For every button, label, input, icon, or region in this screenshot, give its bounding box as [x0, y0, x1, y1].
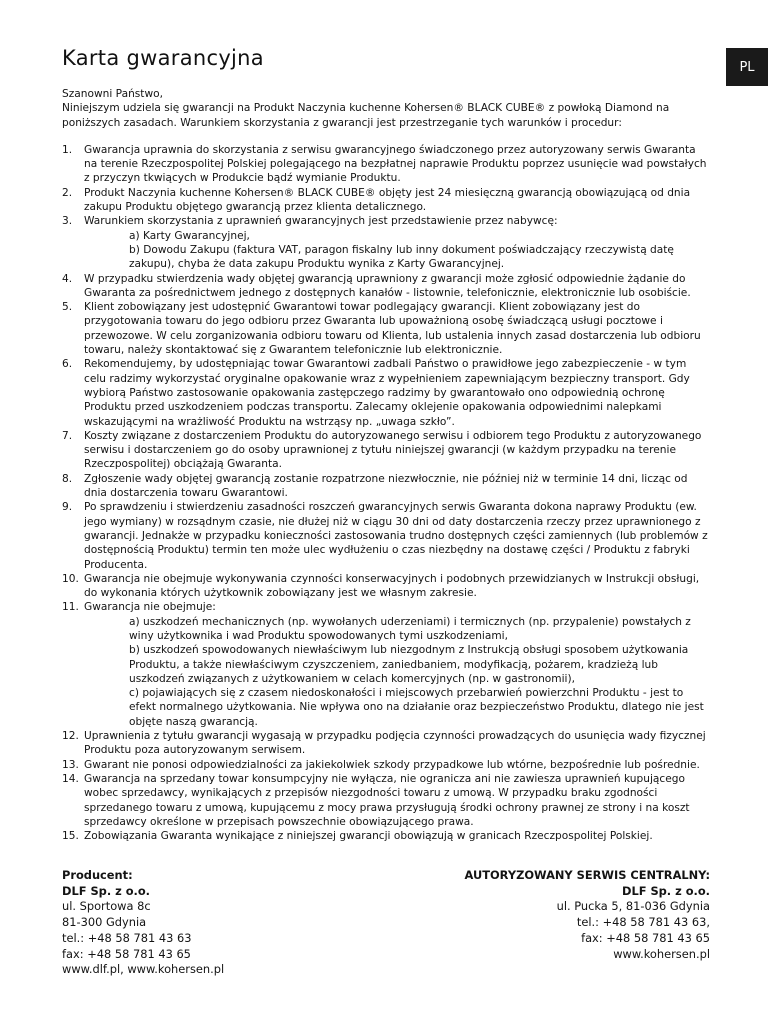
term-number: 9. — [62, 501, 73, 514]
service-tel: tel.: +48 58 781 43 63, — [576, 915, 710, 930]
term-item — [62, 600, 710, 729]
term-number: 4. — [62, 272, 73, 285]
term-number: 3. — [62, 215, 73, 228]
term-item — [62, 272, 710, 301]
term-item — [62, 143, 710, 186]
term-number: 11. — [62, 601, 79, 614]
term-number: 2. — [62, 186, 73, 199]
term-number: 13. — [62, 758, 79, 771]
service-heading: AUTORYZOWANY SERWIS CENTRALNY: — [464, 868, 710, 882]
term-item — [62, 572, 710, 601]
term-number: 5. — [62, 301, 73, 314]
term-text: Po sprawdzeniu i stwierdzeniu zasadności roszczeń gwarancyjnych serwis Gwaranta dokona naprawy Produktu (ew. jego wymiany) w rozsądnym czasie, nie dłużej niż w ciągu 30 dni od daty dostarczenia rzeczy przez uprawnionego z gwarancji. Jednakże w przypadku konieczności zastosowania trudno dostępnych części zamiennych (lub problemów z dostępnością Produktu) termin ten może ulec wydłużeniu o czas niezbędny na dostawę części / Produktu z fabryki Producenta. — [84, 501, 708, 571]
term-number: 8. — [62, 472, 73, 485]
term-text: Gwarancja nie obejmuje wykonywania czynności konserwacyjnych i podobnych przewidzianych w Instrukcji obsługi, do wykonania których użytkownik zobowiązany jest we własnym zakresie. — [84, 572, 700, 600]
service-block — [465, 868, 710, 962]
term-number: 7. — [62, 429, 73, 442]
producer-web: www.dlf.pl, www.kohersen.pl — [62, 962, 225, 977]
language-tab: PL — [726, 48, 768, 86]
producer-tel: tel.: +48 58 781 43 63 — [62, 930, 192, 945]
term-number: 12. — [62, 730, 79, 743]
intro-paragraph: Niniejszym udziela się gwarancji na Produkt Naczynia kuchenne Kohersen® BLACK CUBE® z powłoką Diamond na poniższych zasadach. Warunkiem skorzystania z gwarancji jest przestrzeganie tych warunków i procedur: — [62, 102, 670, 129]
term-text: Uprawnienia z tytułu gwarancji wygasają w przypadku podjęcia czynności prowadzących do usunięcia wady fizycznej Produktu poza autoryzowanym serwisem. — [84, 730, 706, 757]
service-fax: fax: +48 58 781 43 65 — [581, 930, 710, 945]
term-item — [62, 829, 710, 843]
term-item — [62, 186, 710, 215]
term-number: 14. — [62, 772, 79, 785]
term-item — [62, 357, 710, 428]
term-text: Gwarancja uprawnia do skorzystania z serwisu gwarancyjnego świadczonego przez autoryzowany serwis Gwaranta na terenie Rzeczpospolitej Polskiej polegającego na bezpłatnej naprawie Produktu poprzez usunięcie wad powstałych z przyczyn tkwiących w Produkcie bądź wymianie Produktu. — [84, 143, 707, 185]
term-item — [62, 429, 710, 472]
producer-block — [62, 868, 224, 978]
producer-company: DLF Sp. z o.o. — [62, 883, 151, 898]
term-number: 6. — [62, 358, 73, 371]
term-subitem: b) Dowodu Zakupu (faktura VAT, paragon fiskalny lub inny dokument poświadczający rzeczywistą datę zakupu), chyba że data zakupu Produktu wynika z Karty Gwarancyjnej. — [129, 243, 674, 271]
term-item — [62, 300, 710, 357]
warranty-text — [62, 87, 710, 843]
service-street: ul. Pucka 5, 81-036 Gdynia — [556, 899, 710, 914]
producer-city: 81-300 Gdynia — [62, 915, 147, 930]
term-subitem: a) uszkodzeń mechanicznych (np. wywołanych uderzeniami) i termicznych (np. przypalenie) powstałych z winy użytkownika i wad Produktu spowodowanych tymi uszkodzeniami, — [129, 615, 691, 642]
term-text: Produkt Naczynia kuchenne Kohersen® BLACK CUBE® objęty jest 24 miesięczną gwarancją obowiązującą od dnia zakupu Produktu objętego gwarancją przez klienta detalicznego. — [84, 186, 691, 214]
term-item — [62, 772, 710, 829]
term-text: Gwarant nie ponosi odpowiedzialności za jakiekolwiek szkody przypadkowe lub wtórne, bezpośrednie lub pośrednie. — [84, 758, 700, 771]
greeting: Szanowni Państwo, — [62, 88, 163, 100]
term-item — [62, 500, 710, 571]
term-text: Klient zobowiązany jest udostępnić Gwarantowi towar podlegający gwarancji. Klient zobowiązany jest do przygotowania towaru do jego odbioru przez Gwaranta lub upoważnioną osobę świadczącą usługi pocztowe i przewozowe. W celu zorganizowania odbioru towaru od Klienta, lub ustalenia innych zasad dostarczenia lub odbioru towaru, należy skontaktować się z Gwarantem telefonicznie lub elektronicznie. — [84, 301, 701, 357]
term-text: Gwarancja nie obejmuje: — [84, 601, 216, 614]
term-number: 15. — [62, 830, 79, 843]
term-item — [62, 758, 710, 772]
term-text: Warunkiem skorzystania z uprawnień gwarancyjnych jest przedstawienie przez nabywcę: — [84, 215, 558, 228]
service-company: DLF Sp. z o.o. — [621, 883, 710, 898]
producer-street: ul. Sportowa 8c — [62, 899, 151, 914]
term-item — [62, 214, 710, 271]
term-item — [62, 472, 710, 501]
page-title: Karta gwarancyjna — [62, 46, 264, 70]
term-text: Gwarancja na sprzedany towar konsumpcyjny nie wyłącza, nie ogranicza ani nie zawiesza uprawnień kupującego wobec sprzedawcy, wynikających z przepisów niezgodności towaru z umową. W przypadku braku zgodności sprzedanego towaru z umową, kupującemu z mocy prawa przysługują środki ochrony prawnej ze strony i na koszt sprzedawcy określone w przepisach powszechnie obowiązującego prawa. — [84, 772, 690, 828]
term-number: 10. — [62, 572, 79, 585]
term-number: 1. — [62, 143, 73, 156]
term-text: Rekomendujemy, by udostępniając towar Gwarantowi zadbali Państwo o prawidłowe jego zabezpieczenie - w tym celu radzimy wykorzystać oryginalne opakowanie wraz z wypełnieniem zapewniającym bezpieczny transport. Gdy wybiorą Państwo zastosowanie opakowania zastępczego radzimy by gwarantowało ono odpowiednią ochronę Produktu przed uszkodzeniem podczas transportu. Zalecamy oklejenie opakowania odpowiednimi nalepkami wskazującymi na wrażliwość Produktu na wstrząsy np. „uwaga szkło”. — [84, 358, 690, 428]
term-subitem: b) uszkodzeń spowodowanych niewłaściwym lub niezgodnym z Instrukcją obsługi sposobem użytkowania Produktu, a także niewłaściwym czyszczeniem, zaniedbaniem, modyfikacją, pożarem, kradzieżą lub uszkodzeń związanych z użytkowaniem w celach komercyjnych (np. w gastronomii), — [129, 644, 689, 685]
term-text: Zgłoszenie wady objętej gwarancją zostanie rozpatrzone niezwłocznie, nie później niż w terminie 14 dni, licząc od dnia dostarczenia towaru Gwarantowi. — [84, 472, 688, 500]
service-web: www.kohersen.pl — [613, 946, 710, 961]
terms-list — [62, 143, 710, 844]
term-subitem: a) Karty Gwarancyjnej, — [129, 229, 250, 242]
intro — [62, 87, 710, 130]
term-text: W przypadku stwierdzenia wady objętej gwarancją uprawniony z gwarancji może zgłosić odpowiednie żądanie do Gwaranta za pośrednictwem jednego z dostępnych kanałów - listownie, telefonicznie, elektronicznie lub osobiście. — [84, 272, 691, 299]
term-text: Zobowiązania Gwaranta wynikające z niniejszej gwarancji obowiązują w granicach Rzeczpospolitej Polskiej. — [84, 830, 653, 843]
term-text: Koszty związane z dostarczeniem Produktu do autoryzowanego serwisu i odbiorem tego Produktu z autoryzowanego serwisu i dostarczeniem go do osoby uprawnionej z tytułu niniejszej gwarancji (w każdym przypadku na terenie Rzeczpospolitej) obciążają Gwaranta. — [84, 429, 702, 471]
term-subitem: c) pojawiających się z czasem niedoskonałości i miejscowych przebarwień powierzchni Produktu - jest to efekt normalnego użytkowania. Nie wpływa ono na działanie oraz bezpieczeństwo Produktu, dlatego nie jest objęte naszą gwarancją. — [129, 687, 704, 728]
producer-fax: fax: +48 58 781 43 65 — [62, 946, 191, 961]
producer-heading: Producent: — [62, 868, 133, 882]
term-item — [62, 729, 710, 758]
